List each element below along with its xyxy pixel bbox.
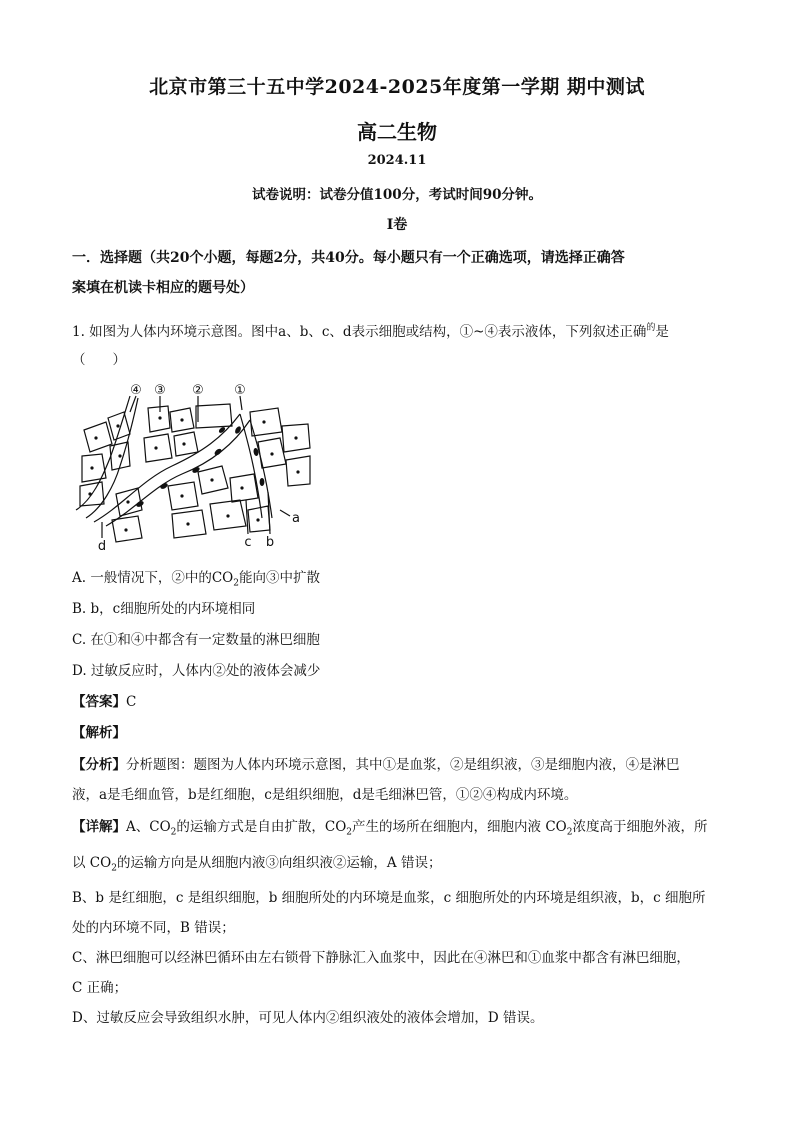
label-3: ③ <box>154 383 166 398</box>
section-heading-line1: 一．选择题（共20个小题，每题2分，共40分。每小题只有一个正确选项，请选择正确答 <box>72 250 625 266</box>
tissue-cell <box>84 422 112 452</box>
tissue-cell <box>144 434 172 462</box>
exam-title: 北京市第三十五中学2024-2025年度第一学期 期中测试 <box>149 76 645 98</box>
fenxi-paragraph: 【分析】分析题图：题图为人体内环境示意图，其中①是血浆，②是组织液，③是细胞内液，④是淋巴 液，a是毛细血管，b是红细胞，c是组织细胞，d是毛细淋巴管，①②④构成内环境。 <box>72 757 680 803</box>
option-c: C. 在①和④中都含有一定数量的淋巴细胞 <box>72 632 320 648</box>
label-b: b <box>265 535 275 550</box>
label-d: d <box>97 539 107 554</box>
label-4: ④ <box>130 383 142 398</box>
label-2: ② <box>192 383 204 398</box>
tissue-cell <box>250 408 282 436</box>
blood-capillary-wall <box>106 420 250 526</box>
label-a: a <box>292 511 300 526</box>
option-d: D. 过敏反应时，人体内②处的液体会减少 <box>72 663 321 679</box>
tissue-cell <box>82 454 106 482</box>
exam-subject: 高二生物 <box>357 120 437 144</box>
exam-note: 试卷说明：试卷分值100分，考试时间90分钟。 <box>252 187 542 203</box>
tissue-cell <box>196 404 232 428</box>
xiangjie-paragraph: 【详解】A、$CO_2$的运输方式是自由扩散，$CO_2$产生的场所在细胞内，细胞内液 $CO_2$浓度高于细胞外液，所 以 $CO_2$的运输方向是从细胞内液③向组织液②运输，A 错误； B、b 是红细胞，c 是组织细胞，b 细胞所处的内环境是血浆，c 细胞所处的内环境是组织液，b，c 细胞所 处的内环境不同，B 错误； C、淋巴细胞可以经淋巴循环由左右锁骨下静脉汇入血浆中，因此在④淋巴和①血浆中都含有淋巴细胞， C 正确； D、过敏反应会导致组织水肿，可见人体内②组织液处的液体会增加，D 错误。 <box>72 819 708 1027</box>
section-heading <box>72 243 722 303</box>
internal-environment-figure <box>72 382 312 554</box>
analysis-label: 【解析】 <box>72 725 126 741</box>
section-heading-line2: 案填在机读卡相应的题号处） <box>72 280 254 296</box>
blood-capillary-wall <box>94 414 240 522</box>
exam-date: 2024.11 <box>367 153 427 168</box>
question-stem <box>72 314 722 374</box>
option-a: A. 一般情况下，②中的$CO_2$能向③中扩散 <box>72 570 320 589</box>
option-b: B. b，c细胞所处的内环境相同 <box>72 601 256 617</box>
tissue-cell <box>174 432 198 456</box>
label-c: c <box>244 535 252 550</box>
answer-value: C <box>126 694 137 710</box>
label-1: ① <box>234 383 246 398</box>
question-stem-line1: 1. 如图为人体内环境示意图。图中a、b、c、d表示细胞或结构，①~④表示液体，下列叙述正确$^的$是 <box>72 323 669 340</box>
question-stem-line2: （ ） <box>72 352 126 368</box>
answer-line: 【答案】C <box>72 694 137 710</box>
tissue-cell <box>230 474 258 502</box>
volume-label: I卷 <box>386 217 408 233</box>
